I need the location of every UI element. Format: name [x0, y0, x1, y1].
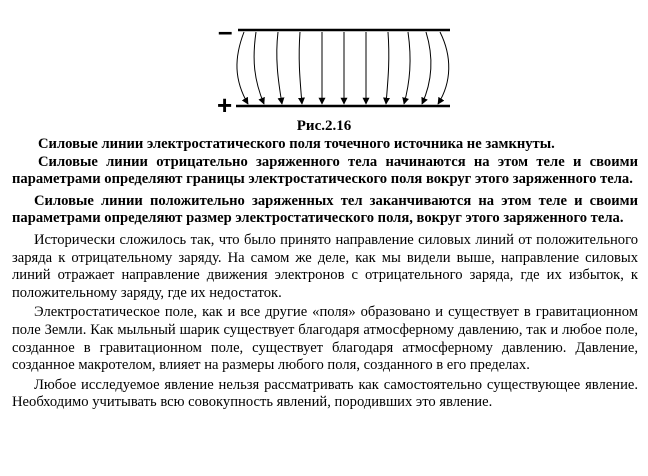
field-line-1: [237, 32, 248, 104]
paragraph-1: Силовые линии электростатического поля точечного источника не замкнуты.: [38, 136, 555, 152]
field-line-2: [254, 32, 264, 104]
negative-sign: –: [218, 16, 233, 46]
figure-caption: Рис.2.16: [296, 118, 352, 134]
paragraph-4: Исторически сложилось так, что было принято направление силовых линий от положительного заряда к отрицательному заряду. На самом же деле, как мы видели выше, направление силовых линий отражает направление движения электронов с отрицательного заряда, где их избыток, к положительному заряду, где их недостаток.: [12, 231, 638, 301]
field-line-3: [277, 32, 282, 104]
field-line-4: [299, 32, 302, 104]
field-line-11: [438, 32, 449, 104]
paragraph-5: Электростатическое поле, как и все другие «поля» образовано и существует в гравитационном поле Земли. Как мыльный шарик существует благодаря атмосферному давлению, так и любое поле, созданное в гравитационном поле, существует благодаря атмосферному давлению. Давление, созданное макротелом, влияет на размеры любого поля, созданного в его пределах.: [12, 304, 638, 374]
body-text: [12, 136, 638, 412]
field-line-9: [404, 32, 410, 104]
positive-sign: +: [217, 90, 233, 120]
paragraph-2: Силовые линии отрицательно заряженного тела начинаются на этом теле и своими параметрами определяют границы электростатического поля вокруг этого заряженного тела.: [12, 153, 638, 188]
paragraph-6: Любое исследуемое явление нельзя рассматривать как самостоятельно существующее явление. Необходимо учитывать всю совокупность явлений, породивших это явление.: [12, 376, 638, 411]
paragraph-3: Силовые линии положительно заряженных тел заканчиваются на этом теле и своими параметрами определяют размер электростатического поля, вокруг этого заряженного тела.: [12, 192, 638, 227]
field-lines-figure: [0, 0, 648, 120]
field-line-8: [386, 32, 389, 104]
field-line-10: [422, 32, 431, 104]
